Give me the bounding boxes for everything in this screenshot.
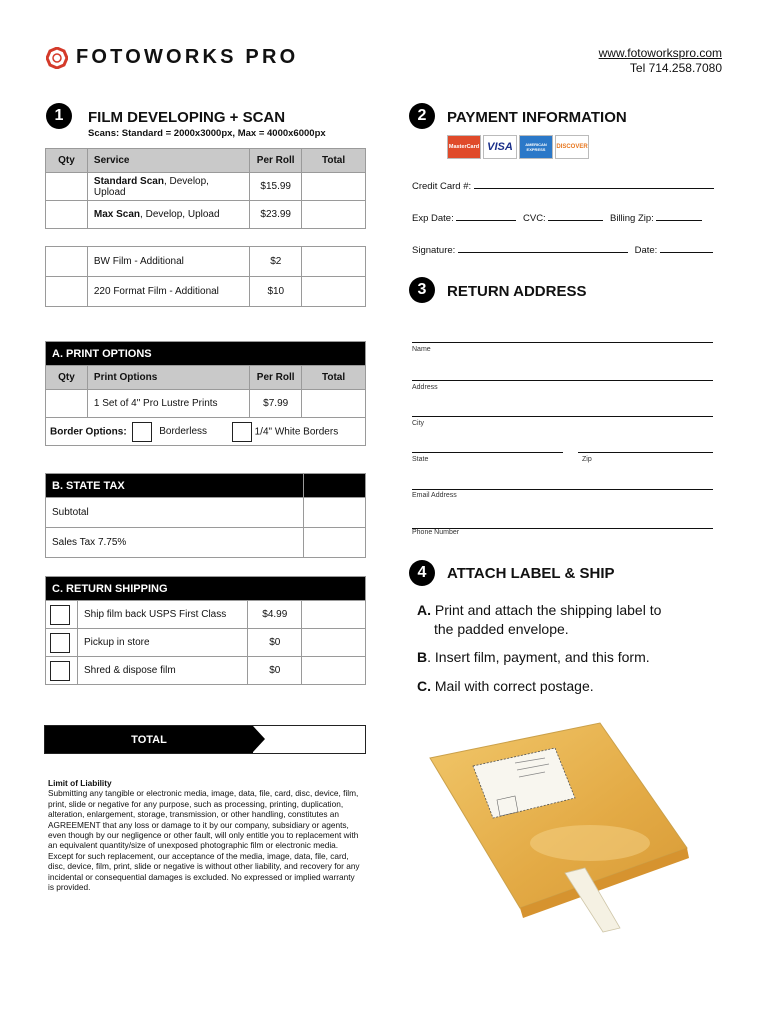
signature-label: Signature:: [412, 245, 456, 256]
total-header: Total: [302, 366, 366, 390]
total-input[interactable]: [267, 726, 365, 753]
cvc-field[interactable]: [548, 212, 603, 221]
total-input[interactable]: [302, 277, 366, 307]
print-options-header: Print Options: [87, 366, 249, 390]
print-options-table: [45, 341, 366, 446]
qty-input-standard[interactable]: [46, 173, 88, 201]
exp-label: Exp Date:: [412, 213, 454, 224]
liability-notice: [48, 778, 362, 892]
film-service-table: [45, 148, 366, 229]
total-label: TOTAL: [45, 726, 253, 753]
qty-input[interactable]: [46, 277, 88, 307]
visa-icon: VISA: [483, 135, 517, 159]
qty-input[interactable]: [46, 390, 88, 418]
ship-section-title: ATTACH LABEL & SHIP: [447, 565, 615, 582]
table-row: [46, 528, 366, 558]
zip-field[interactable]: [578, 452, 713, 453]
name-field[interactable]: [412, 342, 713, 343]
table-row: [46, 390, 366, 418]
payment-section-title: PAYMENT INFORMATION: [447, 109, 627, 126]
total-input[interactable]: [302, 601, 366, 629]
shipping-option-label: Ship film back USPS First Class: [77, 601, 247, 629]
state-field[interactable]: [412, 452, 563, 453]
section-number-2: 2: [409, 103, 435, 129]
liability-text: Submitting any tangible or electronic media, image, data, file, card, disc, device, film, print, slide or negative for any purpose, such as processing, printing, duplication, alteration, enlargement, storage, transmission, or other handling, constitutes an AGREEMENT that any loss or damage to it by our company, subsidiary or agents, even though by our negligence or other fault, will only entitle you to replacement with an equivalent quantity/size of unexposed photographic film or electronic media. Except for such replacement, our acceptance of the media, image, data, file, card, disc, device, film, print, slide or negative is without other liability, and recovery for any incidental or consequential damages is excluded. No expressed or implied warranty is provided.: [48, 788, 360, 893]
credit-card-field[interactable]: [474, 180, 714, 189]
price-cell: $15.99: [250, 173, 302, 201]
table-header-row: [46, 149, 366, 173]
brand-logo: [46, 46, 298, 69]
film-extras-table: [45, 246, 366, 307]
signature-row: [412, 244, 713, 256]
city-field[interactable]: [412, 416, 713, 417]
total-arrow-shape: [253, 726, 265, 752]
qty-header: Qty: [46, 366, 88, 390]
print-options-title: A. PRINT OPTIONS: [46, 342, 366, 366]
address-label: Address: [412, 384, 438, 391]
address-field[interactable]: [412, 380, 713, 381]
price-cell: $7.99: [250, 390, 302, 418]
qty-input[interactable]: [46, 247, 88, 277]
table-header-row: [46, 366, 366, 390]
total-input[interactable]: [302, 390, 366, 418]
city-label: City: [412, 420, 425, 427]
ship-usps-checkbox[interactable]: [50, 605, 70, 625]
date-label: Date:: [634, 245, 658, 256]
service-cell: Max Scan, Develop, Upload: [87, 201, 249, 229]
table-row: [46, 498, 366, 528]
border-options-row: [46, 418, 366, 446]
border-options-label: Border Options:: [50, 426, 127, 438]
subtotal-input[interactable]: [304, 498, 366, 528]
price-cell: $4.99: [248, 601, 302, 629]
return-shipping-table: [45, 576, 366, 685]
contact-info: [599, 46, 722, 76]
ship-step-a: A. Print and attach the shipping label to the padded envelope.: [417, 602, 662, 637]
total-input[interactable]: [302, 247, 366, 277]
white-borders-label: 1/4" White Borders: [254, 426, 339, 438]
card-logos: [447, 135, 589, 159]
sales-tax-label: Sales Tax 7.75%: [46, 528, 304, 558]
billing-zip-label: Billing Zip:: [609, 213, 654, 224]
total-input[interactable]: [302, 657, 366, 685]
amex-icon: AMERICAN EXPRESS: [519, 135, 553, 159]
table-row: [46, 277, 366, 307]
total-box: [44, 725, 366, 754]
name-label: Name: [412, 346, 431, 353]
service-cell: BW Film - Additional: [87, 247, 249, 277]
return-shipping-title: C. RETURN SHIPPING: [46, 577, 366, 601]
shred-checkbox[interactable]: [50, 661, 70, 681]
section-number-1: 1: [46, 103, 72, 129]
discover-icon: DISCOVER: [555, 135, 589, 159]
service-cell: 1 Set of 4" Pro Lustre Prints: [87, 390, 249, 418]
padded-envelope-image: [425, 718, 695, 933]
aperture-icon: [46, 47, 68, 69]
film-section-title: FILM DEVELOPING + SCAN: [88, 109, 286, 126]
section-number-3: 3: [409, 277, 435, 303]
table-row: [46, 657, 366, 685]
exp-date-field[interactable]: [456, 212, 516, 221]
phone-label: Phone Number: [412, 529, 460, 536]
ship-step-c: C. Mail with correct postage.: [417, 678, 594, 694]
exp-row: [412, 212, 702, 224]
email-field[interactable]: [412, 489, 713, 490]
service-cell: Standard Scan, Develop, Upload: [87, 173, 249, 201]
price-cell: $2: [250, 247, 302, 277]
table-row: [46, 173, 366, 201]
borderless-checkbox[interactable]: [132, 422, 152, 442]
table-row: [46, 601, 366, 629]
email-label: Email Address: [412, 492, 457, 499]
zip-label: Zip: [582, 456, 592, 463]
shipping-option-label: Shred & dispose film: [77, 657, 247, 685]
shipping-option-label: Pickup in store: [77, 629, 247, 657]
total-input[interactable]: [302, 201, 366, 229]
state-tax-table: [45, 473, 366, 558]
price-cell: $0: [248, 657, 302, 685]
qty-header: Qty: [46, 149, 88, 173]
white-borders-checkbox[interactable]: [232, 422, 252, 442]
signature-field[interactable]: [458, 244, 628, 253]
credit-card-label: Credit Card #:: [412, 181, 472, 192]
billing-zip-field[interactable]: [656, 212, 702, 221]
price-cell: $10: [250, 277, 302, 307]
price-cell: $0: [248, 629, 302, 657]
state-tax-title: B. STATE TAX: [46, 474, 304, 498]
service-cell: 220 Format Film - Additional: [87, 277, 249, 307]
sales-tax-input[interactable]: [304, 528, 366, 558]
total-header: Total: [302, 149, 366, 173]
subtotal-label: Subtotal: [46, 498, 304, 528]
price-cell: $23.99: [250, 201, 302, 229]
brand-name: FOTOWORKS PRO: [76, 46, 299, 68]
mastercard-icon: MasterCard: [447, 135, 481, 159]
return-address-title: RETURN ADDRESS: [447, 283, 587, 300]
table-row: [46, 247, 366, 277]
liability-title: Limit of Liability: [48, 778, 112, 788]
table-row: [46, 201, 366, 229]
ship-step-b: B. Insert film, payment, and this form.: [417, 649, 650, 665]
total-input[interactable]: [302, 173, 366, 201]
section-number-4: 4: [409, 560, 435, 586]
cvc-label: CVC:: [523, 213, 546, 224]
qty-input-max[interactable]: [46, 201, 88, 229]
phone-number: Tel 714.258.7080: [629, 61, 722, 75]
website-link[interactable]: www.fotoworkspro.com: [598, 46, 722, 60]
service-header: Service: [87, 149, 249, 173]
table-row: [46, 629, 366, 657]
total-input[interactable]: [302, 629, 366, 657]
per-roll-header: Per Roll: [250, 149, 302, 173]
borderless-label: Borderless: [159, 426, 208, 438]
state-label: State: [412, 456, 429, 463]
credit-card-row: [412, 180, 714, 192]
date-field[interactable]: [660, 244, 713, 253]
per-roll-header: Per Roll: [250, 366, 302, 390]
pickup-checkbox[interactable]: [50, 633, 70, 653]
scan-size-note: Scans: Standard = 2000x3000px, Max = 4000x6000px: [88, 128, 326, 139]
